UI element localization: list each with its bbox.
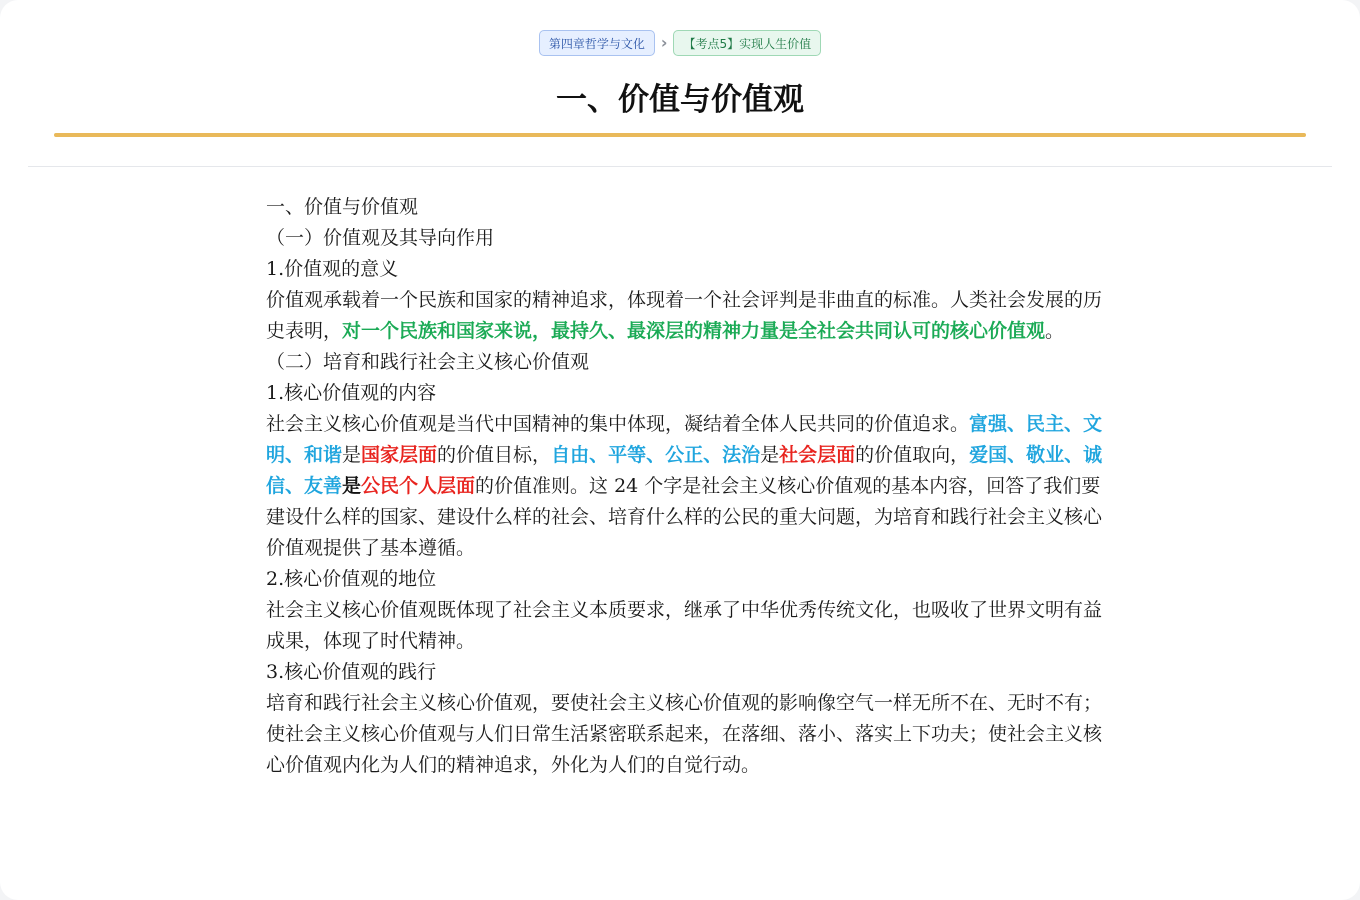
heading-subsection-1-1: 1.价值观的意义 bbox=[266, 258, 399, 280]
heading-subsection-2-2: 2.核心价值观的地位 bbox=[266, 568, 437, 590]
highlight-red-social-level: 社会层面 bbox=[779, 444, 856, 466]
highlight-blue-citizen: 爱国、敬业、诚信、友善 bbox=[266, 444, 1103, 497]
highlight-red-national-level: 国家层面 bbox=[361, 444, 438, 466]
paragraph-3: 社会主义核心价值观既体现了社会主义本质要求，继承了中华优秀传统文化，也吸收了世界文明有益成果，体现了时代精神。 bbox=[266, 599, 1103, 652]
paragraph-2-is-1: 是 bbox=[342, 444, 362, 466]
highlight-blue-national: 富强、民主、文明、和谐 bbox=[266, 413, 1103, 466]
heading-subsection-2-1: 1.核心价值观的内容 bbox=[266, 382, 437, 404]
highlight-red-citizen-level: 公民个人层面 bbox=[361, 475, 476, 497]
paragraph-4: 培育和践行社会主义核心价值观，要使社会主义核心价值观的影响像空气一样无所不在、无时不有；使社会主义核心价值观与人们日常生活紧密联系起来，在落细、落小、落实上下功夫；使社会主义核心价值观内化为人们的精神追求，外化为人们的自觉行动。 bbox=[266, 692, 1103, 776]
page-title: 一、价值与价值观 bbox=[556, 82, 804, 118]
paragraph-2-mid-2: 的价值取向， bbox=[855, 444, 970, 466]
paragraph-2-mid-1: 的价值目标， bbox=[437, 444, 552, 466]
paragraph-2-start: 社会主义核心价值观是当代中国精神的集中体现，凝结着全体人民共同的价值追求。 bbox=[266, 413, 970, 435]
paragraph-2-is-3: 是 bbox=[342, 475, 362, 497]
heading-section-2: （二）培育和践行社会主义核心价值观 bbox=[266, 351, 590, 373]
heading-section-1: （一）价值观及其导向作用 bbox=[266, 227, 495, 249]
paragraph-2-end: 的价值准则。这 24 个字是社会主义核心价值观的基本内容，回答了我们要建设什么样的国家、建设什么样的社会、培育什么样的公民的重大问题，为培育和践行社会主义核心价值观提供了基本遵循。 bbox=[266, 475, 1103, 559]
breadcrumb-chapter[interactable]: 第四章哲学与文化 bbox=[539, 30, 655, 56]
heading-level-1: 一、价值与价值观 bbox=[266, 196, 419, 218]
paragraph-2 bbox=[266, 409, 1112, 564]
title-underline bbox=[54, 133, 1306, 137]
article-body bbox=[266, 192, 1112, 781]
header-divider bbox=[28, 166, 1332, 167]
paragraph-1 bbox=[266, 285, 1112, 347]
highlight-blue-social: 自由、平等、公正、法治 bbox=[551, 444, 761, 466]
breadcrumb-point[interactable]: 【考点5】实现人生价值 bbox=[673, 30, 821, 56]
paragraph-2-is-2: 是 bbox=[760, 444, 780, 466]
paragraph-1-end: 。 bbox=[1045, 320, 1065, 342]
heading-subsection-2-3: 3.核心价值观的践行 bbox=[266, 661, 437, 683]
breadcrumb bbox=[0, 30, 1360, 56]
paragraph-1-text: 价值观承载着一个民族和国家的精神追求，体现着一个社会评判是非曲直的标准。人类社会发展的历史表明， bbox=[266, 289, 1103, 342]
breadcrumb-separator-icon: › bbox=[660, 33, 668, 52]
highlight-green: 对一个民族和国家来说，最持久、最深层的精神力量是全社会共同认可的核心价值观 bbox=[342, 320, 1046, 342]
